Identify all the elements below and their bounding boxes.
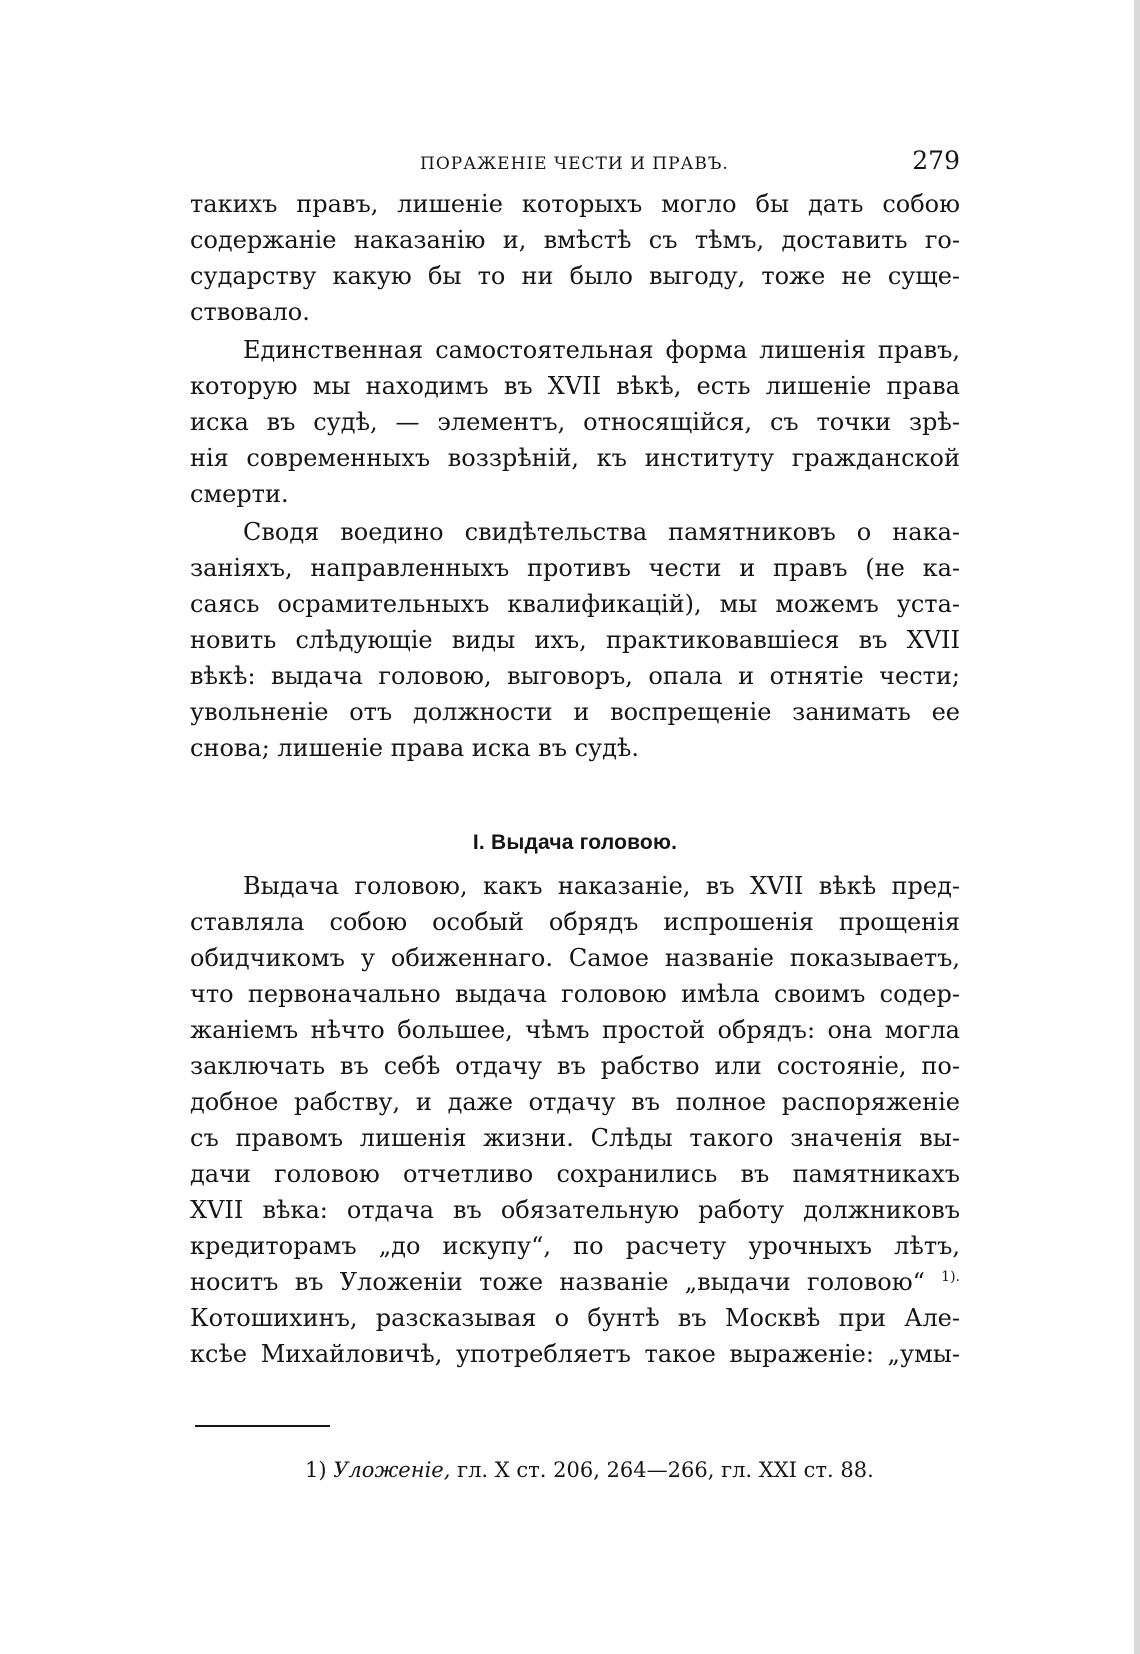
scan-edge [1134, 0, 1140, 1654]
section-line-12 [190, 1264, 960, 1300]
paragraph-2-line-2: которую мы находимъ въ XVII вѣкѣ, есть лишеніе права [190, 372, 960, 400]
footnote-rule [195, 1425, 330, 1427]
paragraph-2-line-3: иска въ судѣ, — элементъ, относящійся, съ точки зрѣ- [190, 408, 960, 436]
running-title: ПОРАЖЕНІЕ ЧЕСТИ И ПРАВЪ. [420, 154, 729, 174]
section-line-9: дачи головою отчетливо сохранились въ памятникахъ [190, 1160, 960, 1188]
paragraph-3-line-6: увольненіе отъ должности и воспрещеніе занимать ее [190, 698, 960, 726]
paragraph-2-line-1: Единственная самостоятельная форма лишенія правъ, [243, 336, 960, 364]
section-line-6: заключать въ себѣ отдачу въ рабство или состояніе, по- [190, 1052, 960, 1080]
paragraph-3-line-5: вѣкѣ: выдача головою, выговоръ, опала и отнятіе чести; [190, 662, 960, 690]
paragraph-3-line-4: новить слѣдующіе виды ихъ, практиковавшіеся въ XVII [190, 626, 960, 654]
footnote-text: гл. X ст. 206, 264—266, гл. XXI ст. 88. [457, 1458, 874, 1482]
section-line-10: XVII вѣка: отдача въ обязательную работу должниковъ [190, 1196, 960, 1224]
section-line-11: кредиторамъ „до искупу“, по расчету урочныхъ лѣтъ, [190, 1232, 960, 1260]
paragraph-1-line-2: содержаніе наказанію и, вмѣстѣ съ тѣмъ, доставить го- [190, 226, 960, 254]
section-line-5: жаніемъ нѣчто большее, чѣмъ простой обрядъ: она могла [190, 1016, 960, 1044]
paragraph-3-line-2: заніяхъ, направленныхъ противъ чести и правъ (не ка- [190, 554, 960, 582]
section-line-8: съ правомъ лишенія жизни. Слѣды такого значенія вы- [190, 1124, 960, 1152]
page-header [190, 146, 960, 180]
footnote-source: Уложеніе, [333, 1458, 451, 1482]
page-number: 279 [912, 146, 960, 175]
paragraph-3-line-1: Сводя воедино свидѣтельства памятниковъ о нака- [243, 518, 960, 546]
section-line-14: ксѣе Михайловичѣ, употребляетъ такое выраженіе: „умы- [190, 1340, 960, 1368]
section-line-4: что первоначально выдача головою имѣла своимъ содер- [190, 980, 960, 1008]
section-line-2: ставляла собою особый обрядъ испрошенія прощенія [190, 908, 960, 936]
footnote-marker: 1) [305, 1458, 327, 1482]
footnote [305, 1454, 925, 1486]
paragraph-1-line-3: сударству какую бы то ни было выгоду, тоже не суще- [190, 262, 960, 290]
footnote-reference-marker: 1). [941, 1269, 960, 1285]
section-heading: I. Выдача головою. [472, 831, 678, 854]
paragraph-1-line-1: такихъ правъ, лишеніе которыхъ могло бы дать собою [190, 190, 960, 218]
paragraph-1-line-4: ствовало. [190, 298, 310, 326]
paragraph-3-line-7: снова; лишеніе права иска въ судѣ. [190, 734, 640, 762]
paragraph-3-line-3: саясь осрамительныхъ квалификацій), мы можемъ уста- [190, 590, 960, 618]
section-line-7: добное рабству, и даже отдачу въ полное распоряженіе [190, 1088, 960, 1116]
paragraph-2-line-5: смерти. [190, 480, 289, 508]
section-line-1: Выдача головою, какъ наказаніе, въ XVII вѣкѣ пред- [243, 872, 960, 900]
section-line-12-text: носитъ въ Уложеніи тоже названіе „выдачи головою“ [190, 1268, 925, 1296]
section-line-13: Котошихинъ, разсказывая о бунтѣ въ Москвѣ при Але- [190, 1304, 960, 1332]
paragraph-2-line-4: нія современныхъ воззрѣній, къ институту гражданской [190, 444, 960, 472]
section-line-3: обидчикомъ у обиженнаго. Самое названіе показываетъ, [190, 944, 960, 972]
